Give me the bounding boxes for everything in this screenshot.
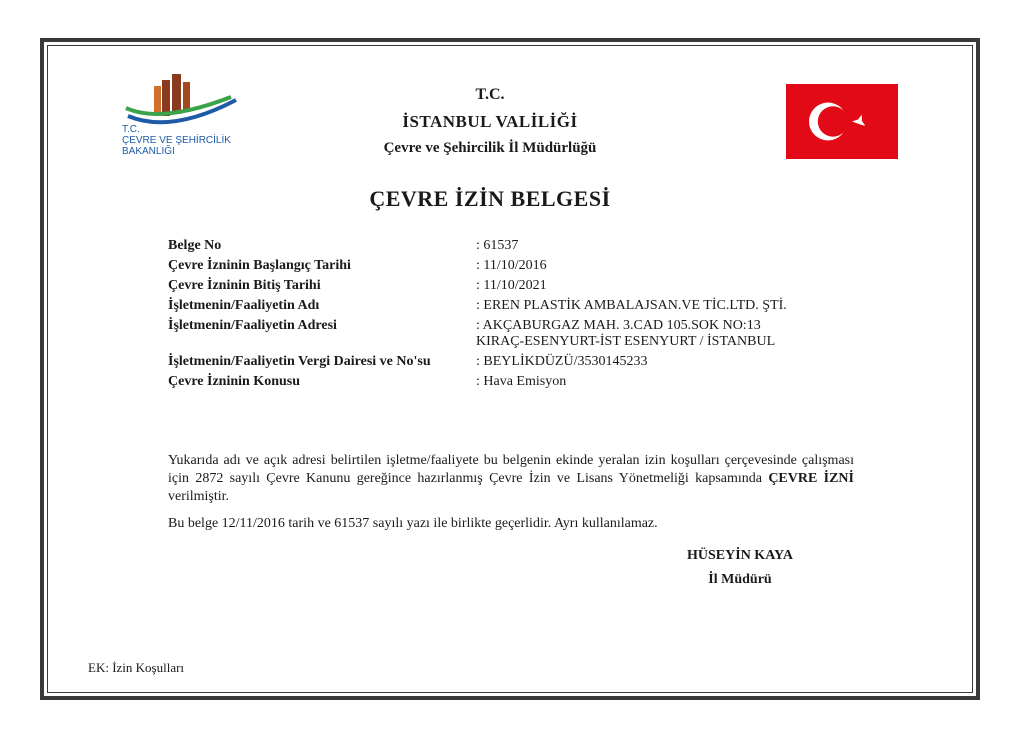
field-label: Çevre İzninin Başlangıç Tarihi	[168, 258, 351, 273]
field-row	[168, 354, 868, 374]
field-value: : 11/10/2021	[476, 278, 547, 293]
field-label: Çevre İzninin Konusu	[168, 374, 300, 389]
turkish-flag-icon	[786, 84, 898, 159]
field-value-line-2: KIRAÇ-ESENYURT-İST ESENYURT / İSTANBUL	[476, 334, 776, 349]
ministry-logo-text	[122, 124, 272, 157]
field-row	[168, 374, 868, 394]
field-value: : BEYLİKDÜZÜ/3530145233	[476, 354, 648, 369]
permit-fields	[168, 238, 868, 394]
statement-text: Yukarıda adı ve açık adresi belirtilen işletme/faaliyete bu belgenin ekinde yeralan izin koşulları çerçevesinde çalışması için 2872 sayılı Çevre Kanunu gereğince hazırlanmış Çevre İzin ve Lisans Yönetmeliği kapsamında	[168, 453, 854, 486]
statement-emphasis: ÇEVRE İZNİ	[768, 471, 854, 486]
field-row	[168, 278, 868, 298]
logo-line-1: T.C.	[122, 124, 140, 135]
field-value: : 61537	[476, 238, 519, 253]
document-header	[300, 86, 680, 157]
header-directorate: Çevre ve Şehircilik İl Müdürlüğü	[383, 140, 597, 156]
header-tc: T.C.	[475, 86, 505, 103]
validity-note: Bu belge 12/11/2016 tarih ve 61537 sayılı yazı ile birlikte geçerlidir. Ayrı kullanılamaz.	[168, 516, 658, 531]
field-row	[168, 258, 868, 278]
logo-line-2: ÇEVRE VE ŞEHİRCİLİK	[122, 135, 231, 146]
field-label: İşletmenin/Faaliyetin Adresi	[168, 318, 337, 333]
header-governorship: İSTANBUL VALİLİĞİ	[402, 112, 578, 131]
field-row	[168, 298, 868, 318]
signature-block	[640, 548, 840, 596]
field-label: Çevre İzninin Bitiş Tarihi	[168, 278, 321, 293]
field-value: : 11/10/2016	[476, 258, 547, 273]
field-row	[168, 238, 868, 258]
field-label: Belge No	[168, 238, 222, 253]
field-value: : Hava Emisyon	[476, 374, 567, 389]
field-row	[168, 318, 868, 354]
logo-line-3: BAKANLIĞI	[122, 146, 175, 157]
statement-text-end: verilmiştir.	[168, 489, 230, 504]
field-label: İşletmenin/Faaliyetin Vergi Dairesi ve No'su	[168, 354, 431, 369]
document-title: ÇEVRE İZİN BELGESİ	[369, 186, 611, 211]
field-label: İşletmenin/Faaliyetin Adı	[168, 298, 320, 313]
field-value: : AKÇABURGAZ MAH. 3.CAD 105.SOK NO:13	[476, 318, 761, 333]
signatory-title: İl Müdürü	[708, 572, 772, 587]
attachment-note: EK: İzin Koşulları	[88, 660, 185, 675]
field-value: : EREN PLASTİK AMBALAJSAN.VE TİC.LTD. ŞTİ.	[476, 298, 787, 313]
permit-statement	[168, 452, 854, 506]
signatory-name: HÜSEYİN KAYA	[687, 548, 793, 563]
